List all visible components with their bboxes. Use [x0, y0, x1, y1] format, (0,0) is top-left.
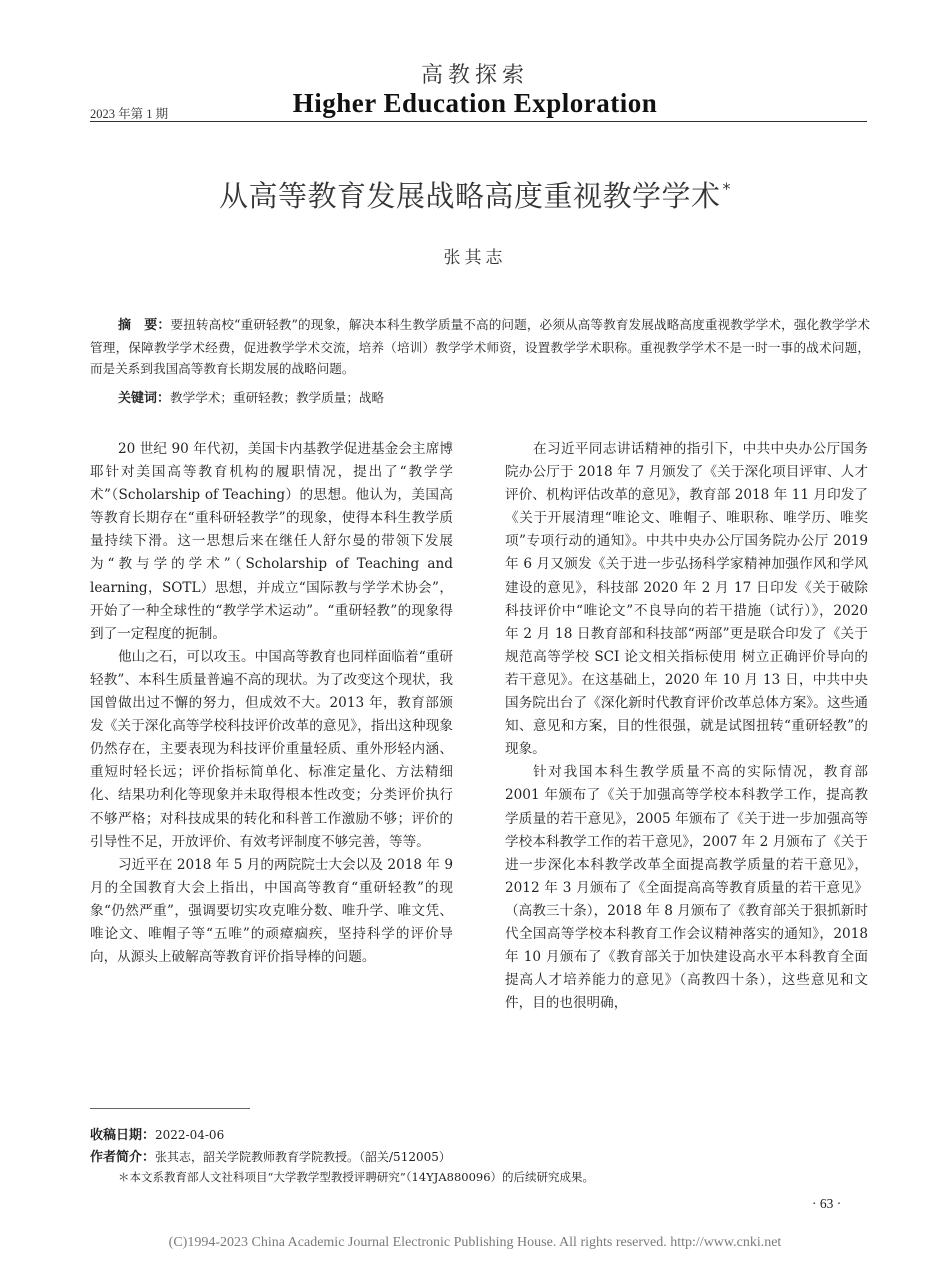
article-author: 张其志 — [443, 248, 507, 268]
received-date — [90, 1124, 224, 1143]
author-bio-value: 张其志，韶关学院教师教育学院教授。（韶关/512005） — [155, 1150, 451, 1164]
journal-name-en: Higher Education Exploration — [292, 88, 658, 118]
journal-name-cn: 高教探索 — [420, 63, 529, 88]
article-title — [0, 174, 950, 215]
keywords — [118, 387, 384, 406]
paragraph: 习近平在 2018 年 5 月的两院院士大会以及 2018 年 9 月的全国教育大会上指出，中国高等教育“重研轻教”的现象“仍然严重”，强调要切实攻克唯分数、唯升学、唯文凭、唯论文、唯帽子等“五唯”的顽瘴痼疾，坚持科学的评价导向，从源头上破解高等教育评价指导棒的问题。 — [90, 856, 453, 966]
body-column-right — [505, 438, 868, 1015]
paragraph: 针对我国本科生教学质量不高的实际情况，教育部 2001 年颁布了《关于加强高等学校本科教学工作，提高教学质量的若干意见》，2005 年颁布了《关于进一步加强高等学校本科教学工作的若干意见》，2007 年 2 月颁布了《关于进一步深化本科教学改革全面提高教学质量的若干意见》，2012 年 3 月颁布了《全面提高高等教育质量的若干意见》（高教三十条），2018 年 8 月颁布了《教育部关于狠抓新时代全国高等学校本科教育工作会议精神落实的通知》，2018 年 10 月颁布了《教育部关于加快建设高水平本科教育全面提高人才培养能力的意见》（高教四十条），这些意见和文件，目的也很明确， — [505, 764, 868, 1012]
paragraph: 20 世纪 90 年代初，美国卡内基教学促进基金会主席博耶针对美国高等教育机构的履职情况，提出了“教学学术”（Scholarship of Teaching）的思想。他认为，美国高等教育长期存在“重科研轻教学”的现象，使得本科生教学质量持续下滑。这一思想后来在继任人舒尔曼的带领下发展为“教与学的学术”（Scholarship of Teaching and learning，SOTL）思想，并成立“国际教与学学术协会”，开始了一种全球性的“教学学术运动”。“重研轻教”的现象得到了一定程度的扼制。 — [90, 441, 453, 642]
issue-label: 2023 年第 1 期 — [90, 107, 169, 121]
paragraph: 在习近平同志讲话精神的指引下，中共中央办公厅国务院办公厅于 2018 年 7 月颁发了《关于深化项目评审、人才评价、机构评估改革的意见》，教育部 2018 年 11 月印发了《关于开展清理“唯论文、唯帽子、唯职称、唯学历、唯奖项”专项行动的通知》。中共中央办公厅国务院办公厅 2019 年 6 月又颁发《关于进一步弘扬科学家精神加强作风和学风建设的意见》，科技部 2020 年 2 月 17 日印发《关于破除科技评价中“唯论文”不良导向的若干措施（试行）》，2020 年 2 月 18 日教育部和科技部“两部”更是联合印发了《关于规范高等学校 SCI 论文相关指标使用 树立正确评价导向的若干意见》。在这基础上，2020 年 10 月 13 日，中共中央国务院出台了《深化新时代教育评价改革总体方案》。这些通知、意见和方案，目的性很强，就是试图扭转“重研轻教”的现象。 — [505, 441, 868, 758]
article-title-text: 从高等教育发展战略高度重视教学学术 — [218, 179, 721, 213]
footnote-rule — [90, 1108, 250, 1109]
keywords-label: 关键词： — [118, 391, 171, 406]
received-value: 2022-04-06 — [155, 1128, 225, 1142]
project-footnote: ＊本文系教育部人文社科项目“大学教学型教授评聘研究”（14YJA880096）的后续研究成果。 — [118, 1170, 595, 1184]
body-column-left — [90, 438, 453, 969]
page-number: · 63 · — [812, 1196, 842, 1211]
copyright-notice: (C)1994-2023 China Academic Journal Electronic Publishing House. All rights reserved. http://www.cnki.net — [168, 1235, 782, 1250]
abstract-label: 摘 要： — [118, 318, 171, 333]
header-rule — [90, 121, 867, 122]
received-label: 收稿日期： — [90, 1128, 156, 1143]
author-bio — [90, 1146, 451, 1165]
title-footnote-mark: * — [722, 179, 731, 198]
keywords-text: 教学学术；重研轻教；教学质量；战略 — [170, 390, 385, 405]
abstract — [90, 314, 870, 380]
paragraph: 他山之石，可以攻玉。中国高等教育也同样面临着“重研轻教”、本科生质量普遍不高的现状。为了改变这个现状，我国曾做出过不懈的努力，但成效不大。2013 年，教育部颁发《关于深化高等学校科技评价改革的意见》，指出这种现象仍然存在，主要表现为科技评价重量轻质、重外形轻内涵、重短时轻长远；评价指标简单化、标准定量化、方法精细化、结果功利化等现象并未取得根本性改变；分类评价执行不够严格；对科技成果的转化和科普工作激励不够；评价的引导性不足，开放评价、有效考评制度不够完善，等等。 — [90, 648, 453, 850]
abstract-text: 要扭转高校“重研轻教”的现象，解决本科生教学质量不高的问题，必须从高等教育发展战略高度重视教学学术，强化教学学术管理，保障教学学术经费，促进教学学术交流，培养（培训）教学学术师资，设置教学学术职称。重视教学学术不是一时一事的战术问题，而是关系到我国高等教育长期发展的战略问题。 — [90, 317, 870, 376]
author-bio-label: 作者简介： — [90, 1150, 156, 1165]
